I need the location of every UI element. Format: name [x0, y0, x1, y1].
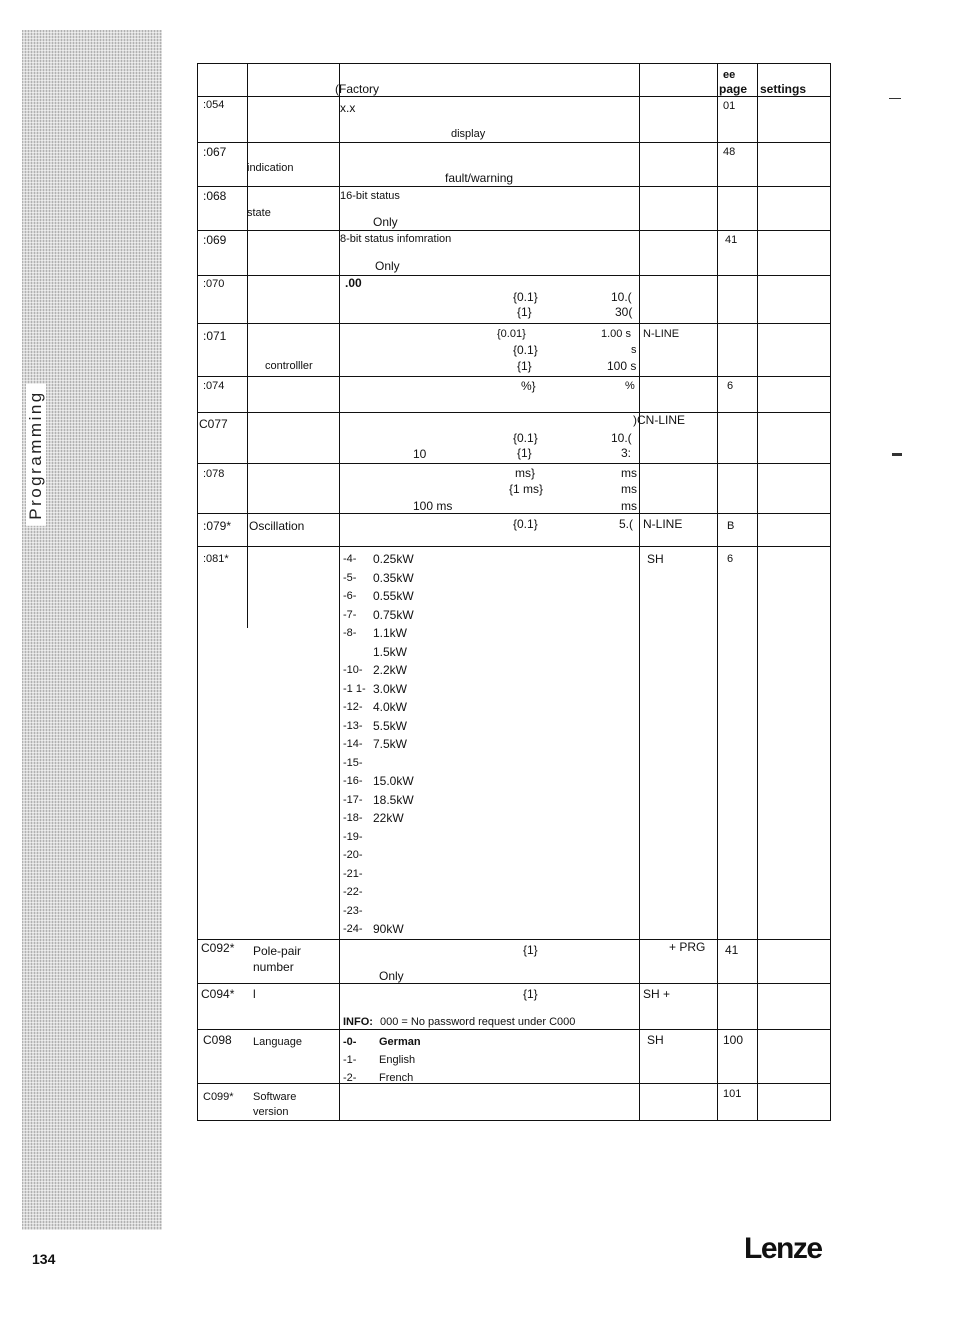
row-line-3	[197, 186, 831, 187]
c074-inc1: %}	[521, 379, 536, 393]
power-list-value: 0.75kW	[373, 607, 414, 622]
col-line-code	[247, 63, 248, 628]
header-factory: (Factory	[335, 82, 380, 96]
language-index: -0-	[343, 1036, 357, 1048]
power-list-index: -6-	[343, 590, 357, 602]
c092-name2: number	[253, 960, 294, 974]
power-list-index: -16-	[343, 775, 363, 787]
power-list-index: -17-	[343, 793, 363, 806]
c070-f2: 30(	[615, 305, 633, 319]
c092-mode: + PRG	[669, 940, 706, 954]
power-list-index: -4-	[343, 553, 357, 565]
code-c069: :069	[203, 233, 227, 247]
power-list-index: -21-	[343, 867, 363, 880]
c081-mode: SH	[647, 552, 664, 566]
power-list-index: -1 1-	[343, 682, 366, 695]
code-c099: C099*	[203, 1091, 234, 1103]
power-list-value: 22kW	[373, 811, 404, 825]
parameter-table	[197, 63, 831, 1121]
power-list-index: -12-	[343, 701, 363, 713]
row-line-4	[197, 230, 831, 231]
c071-f3: 100 s	[607, 359, 637, 373]
header-page: page	[719, 82, 748, 96]
row-line-10	[197, 513, 831, 514]
c070-inc1: {0.1}	[513, 290, 538, 304]
c094-info: 000 = No password request under C000	[380, 1016, 576, 1028]
code-c070: :070	[203, 278, 225, 290]
c071-inc2: {0.1}	[513, 343, 538, 357]
c099-page: 101	[723, 1088, 742, 1100]
c094-info-label: INFO:	[343, 1016, 373, 1028]
row-line-5	[197, 275, 831, 276]
c077-f2: 3:	[621, 446, 632, 460]
c074-f1: %	[625, 380, 635, 392]
c071-f2: s	[631, 344, 637, 356]
col-line-page	[757, 63, 758, 1121]
c081-page: 6	[727, 553, 734, 565]
code-c054: :054	[203, 99, 225, 111]
power-list-value: 7.5kW	[373, 737, 408, 751]
power-list-value: 0.35kW	[373, 570, 414, 585]
code-c098: C098	[203, 1033, 232, 1047]
c077-inc1: {0.1}	[513, 431, 538, 445]
c094-inc1: {1}	[523, 987, 538, 1001]
c079-mode: N-LINE	[643, 517, 683, 531]
c078-inc1: ms}	[515, 466, 536, 480]
code-c077: C077	[199, 417, 228, 431]
c094-mode: SH +	[643, 987, 671, 1001]
row-line-11	[197, 546, 831, 547]
c071-f1: 1.00 s	[601, 328, 631, 340]
c078-inc2: {1 ms}	[509, 482, 544, 496]
lenze-logo: Lenze	[744, 1232, 822, 1265]
table-border-top	[197, 63, 831, 64]
c078-v1: 100 ms	[413, 499, 453, 513]
code-c094: C094*	[201, 987, 235, 1001]
row-line-6	[197, 323, 831, 324]
c071-mode: N-LINE	[643, 328, 680, 340]
c079-page: B	[727, 520, 735, 532]
c070-inc2: {1}	[517, 305, 532, 319]
language-name: German	[379, 1036, 421, 1048]
code-c079: :079*	[203, 519, 232, 533]
power-list-value: 18.5kW	[373, 792, 414, 807]
col-line-mode	[717, 63, 718, 1121]
power-list-index: -19-	[343, 830, 363, 843]
row-line-7	[197, 376, 831, 377]
c092-name: Pole-pair	[253, 944, 302, 958]
c054-page: 01	[723, 100, 736, 112]
row-line-1	[197, 96, 831, 97]
c092-inc1: {1}	[523, 943, 538, 957]
power-list-value: 90kW	[373, 922, 404, 936]
c054-note: display	[451, 128, 486, 140]
c079-name: Oscillation	[249, 519, 305, 533]
c069-range: 8-bit status infomration	[340, 233, 452, 245]
c078-f1: ms	[621, 466, 637, 480]
margin-mark-mid	[892, 453, 902, 456]
row-line-13	[197, 983, 831, 984]
power-list-value: 2.2kW	[373, 663, 408, 677]
c070-f1: 10.(	[611, 290, 632, 304]
power-list-index: -18-	[343, 812, 363, 824]
c092-page: 41	[725, 943, 739, 957]
side-label-container	[0, 0, 76, 1200]
c069-page: 41	[725, 234, 738, 246]
power-list-value: 4.0kW	[373, 700, 408, 714]
c077-inc2: {1}	[517, 446, 532, 460]
c067-note: fault/warning	[445, 171, 514, 185]
row-line-15	[197, 1083, 831, 1084]
margin-mark-top	[889, 98, 901, 99]
c098-page: 100	[723, 1033, 744, 1047]
c099-name: Software	[253, 1091, 297, 1103]
page-number: 134	[32, 1251, 56, 1267]
c068-note: Only	[373, 215, 398, 229]
language-index: -1-	[343, 1054, 357, 1066]
table-border-left	[197, 63, 198, 1121]
language-name: English	[379, 1054, 416, 1066]
header-settings: settings	[760, 82, 807, 96]
c068-name: state	[247, 207, 271, 219]
col-line-name	[339, 63, 340, 1121]
table-border-bottom	[197, 1120, 831, 1121]
c071-inc3: {1}	[517, 359, 532, 373]
power-list-value: 15.0kW	[373, 774, 414, 788]
power-list-index: -15-	[343, 756, 363, 769]
code-c071: :071	[203, 329, 227, 343]
c067-page: 48	[723, 146, 736, 158]
code-c092: C092*	[201, 941, 235, 955]
c078-f3: ms	[621, 499, 637, 513]
c077-f1: 10.(	[611, 431, 632, 445]
c070-range: .00	[345, 276, 362, 290]
power-list-index: -5-	[343, 571, 357, 584]
language-name: French	[379, 1072, 414, 1084]
col-line-range	[639, 63, 640, 1121]
power-list-index: -20-	[343, 849, 363, 861]
power-list-index: -13-	[343, 719, 363, 732]
table-border-right	[830, 63, 831, 1121]
row-line-9	[197, 463, 831, 464]
row-line-12	[197, 939, 831, 940]
power-list-index: -10-	[343, 664, 363, 676]
c071-inc1: {0.01}	[497, 328, 526, 340]
power-list-value: 1.5kW	[373, 644, 408, 659]
c069-note: Only	[375, 259, 400, 273]
power-list-value: 5.5kW	[373, 718, 408, 733]
power-list-index: -22-	[343, 886, 363, 898]
c071-name: controlller	[265, 360, 313, 372]
c078-f2: ms	[621, 482, 637, 496]
code-c081: :081*	[203, 553, 229, 565]
c077-mode: )CN-LINE	[633, 413, 686, 427]
power-list-value: 0.25kW	[373, 552, 414, 566]
c092-note: Only	[379, 969, 404, 983]
c094-name: l	[253, 987, 256, 1001]
power-list-value: 0.55kW	[373, 589, 414, 603]
power-list-index: -8-	[343, 627, 357, 639]
row-line-14	[197, 1029, 831, 1030]
c068-range: 16-bit status	[340, 190, 400, 202]
power-list-value: 1.1kW	[373, 626, 408, 640]
c098-mode: SH	[647, 1033, 664, 1047]
code-c067: :067	[203, 145, 227, 159]
c079-f1: 5.(	[619, 517, 634, 531]
code-c074: :074	[203, 380, 225, 392]
side-label: Programming	[26, 384, 46, 526]
code-c078: :078	[203, 468, 225, 480]
header-page-prefix: ee	[723, 69, 736, 81]
power-list-index: -23-	[343, 904, 363, 917]
power-list-index: -24-	[343, 923, 363, 935]
c077-v1: 10	[413, 447, 427, 461]
code-c068: :068	[203, 189, 227, 203]
power-list-index: -14-	[343, 738, 363, 750]
power-list-index: -7-	[343, 608, 357, 621]
c067-name: indication	[247, 162, 294, 174]
row-line-8	[197, 412, 831, 413]
power-list-value: 3.0kW	[373, 681, 408, 696]
c074-page: 6	[727, 380, 734, 392]
c098-name: Language	[253, 1036, 302, 1048]
c054-range: x.x	[340, 101, 356, 115]
c079-inc1: {0.1}	[513, 517, 538, 531]
c099-name2: version	[253, 1106, 289, 1118]
language-index: -2-	[343, 1072, 357, 1084]
row-line-2	[197, 142, 831, 143]
